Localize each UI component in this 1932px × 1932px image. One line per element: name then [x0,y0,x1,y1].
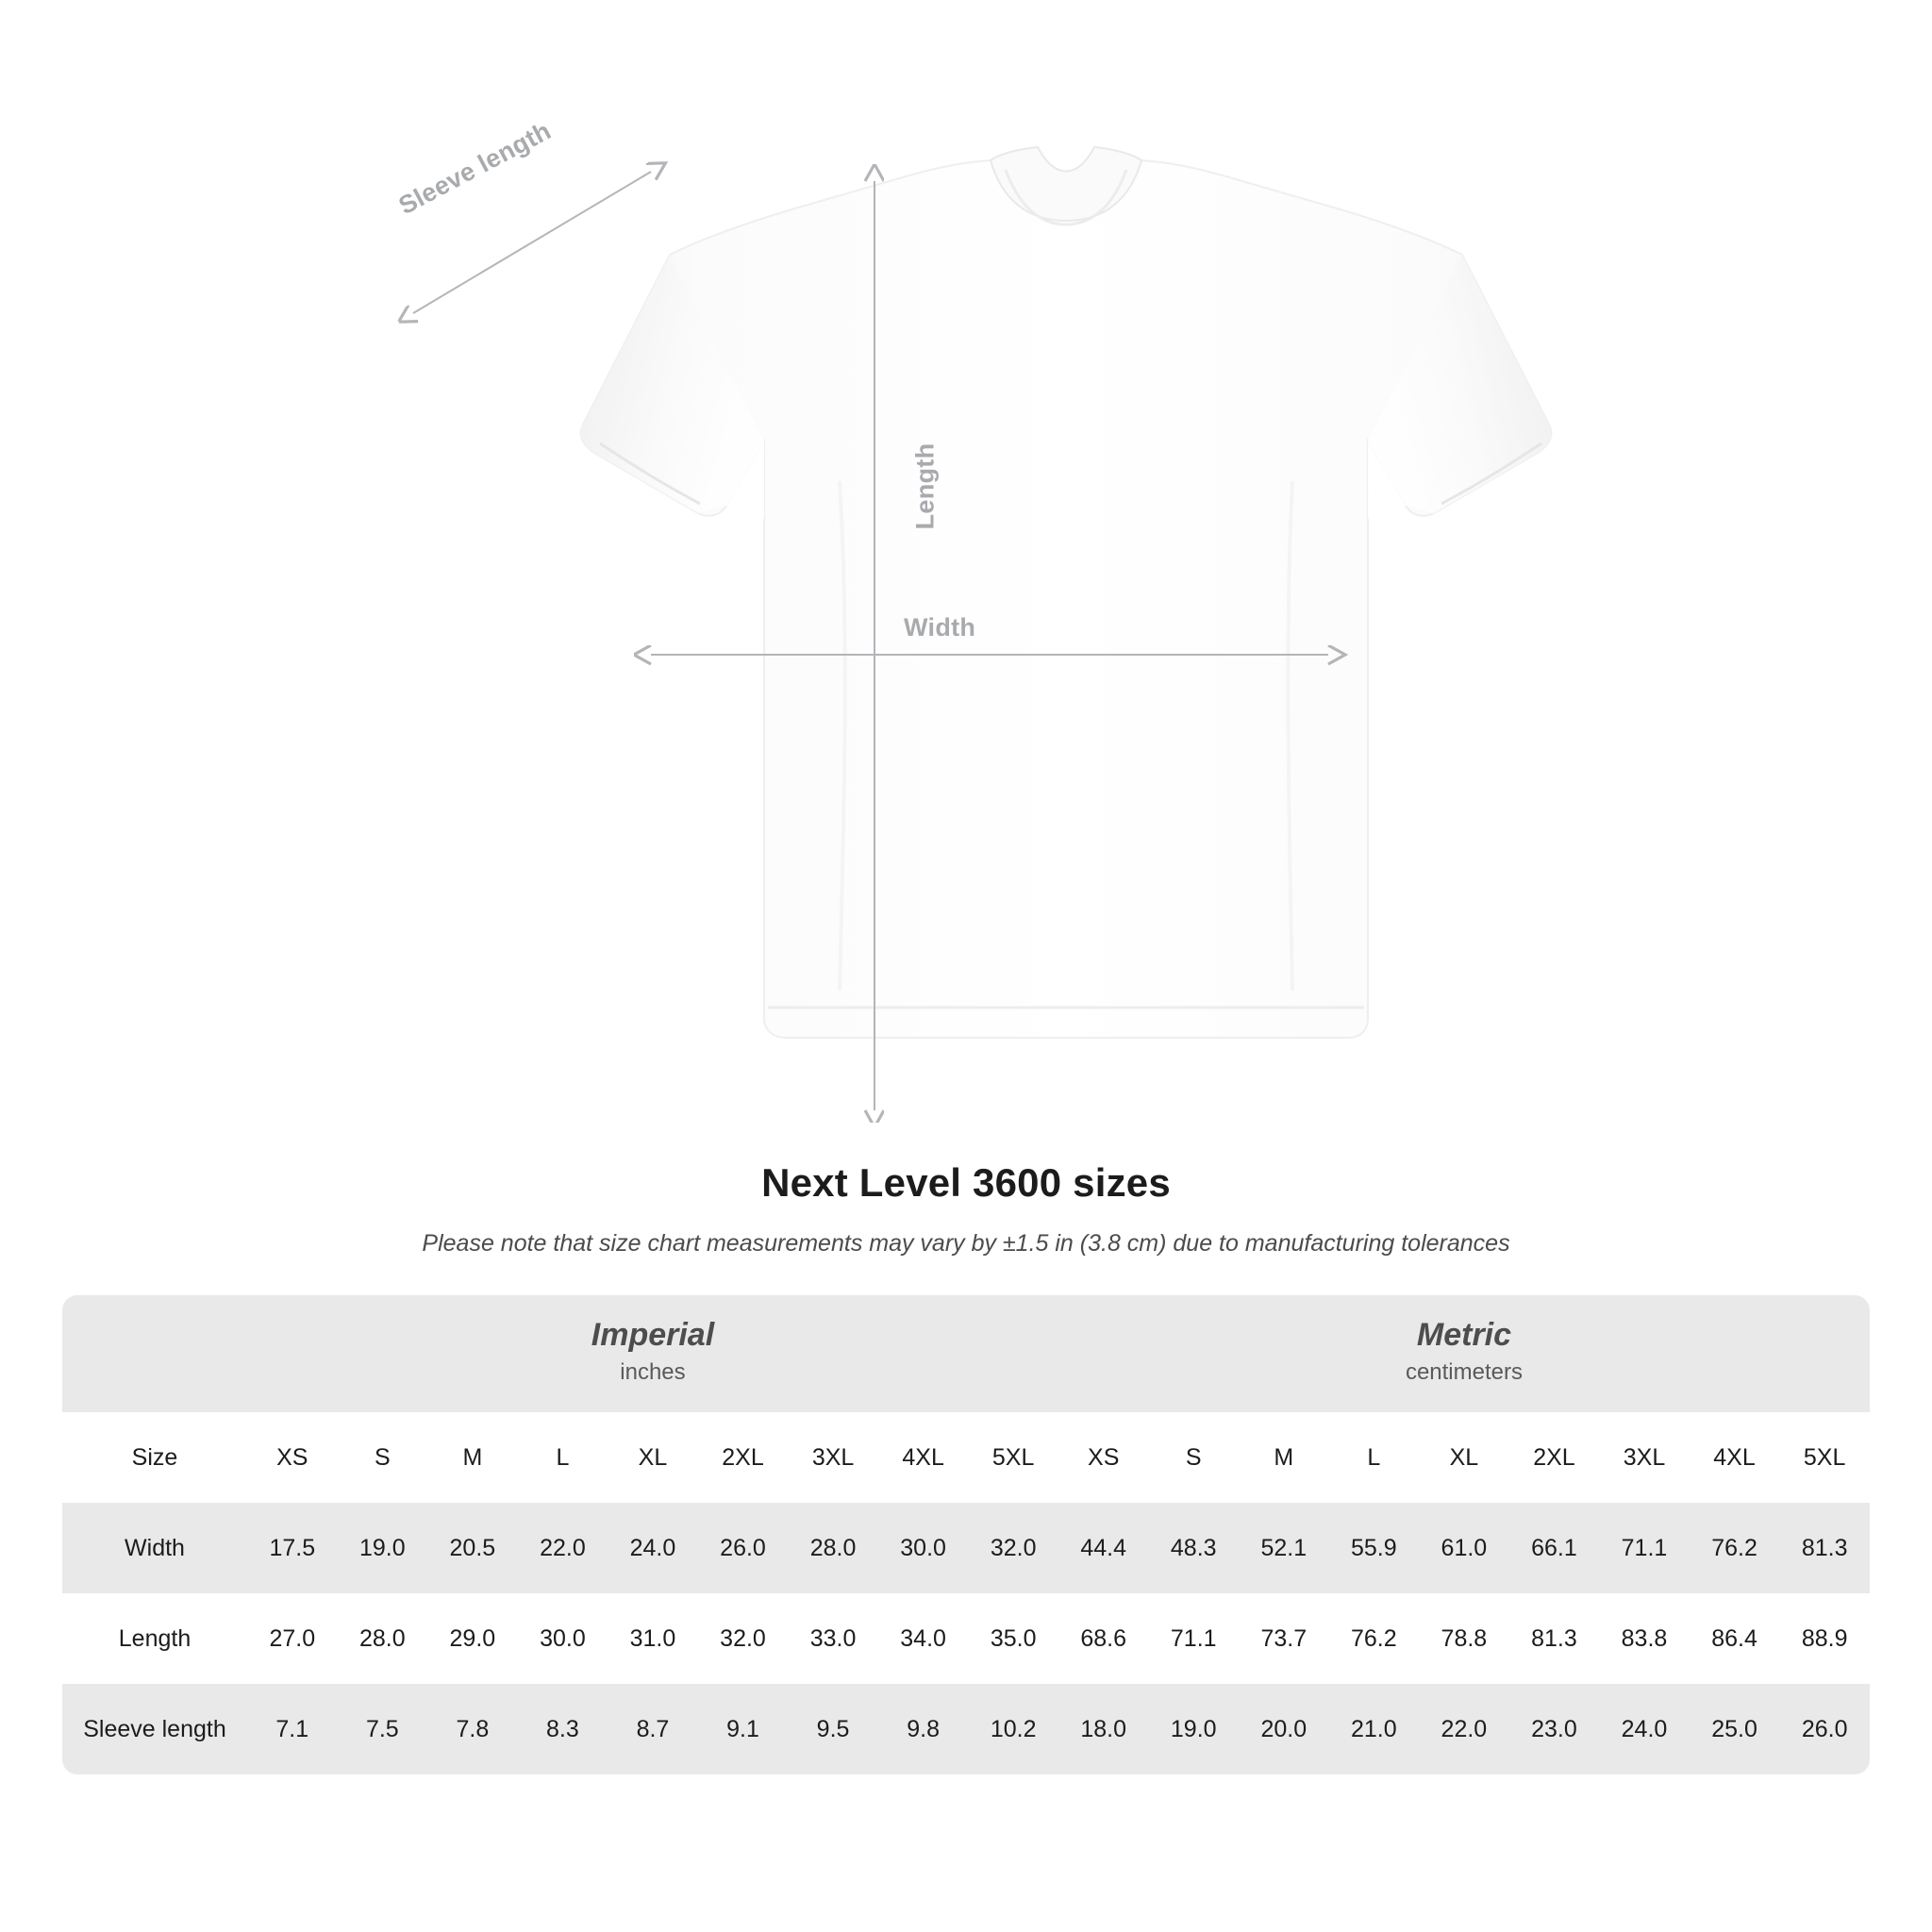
table-cell: 71.1 [1148,1593,1239,1684]
unit-header-spacer [62,1295,247,1412]
table-cell: 17.5 [247,1503,338,1593]
table-cell: 7.8 [427,1684,518,1774]
table-row [62,1593,1870,1684]
table-cell: 71.1 [1599,1503,1690,1593]
table-cell: 32.0 [698,1593,789,1684]
table-cell: 34.0 [878,1593,969,1684]
table-cell: 9.8 [878,1684,969,1774]
size-table [62,1295,1870,1774]
table-cell: 7.1 [247,1684,338,1774]
table-cell: 24.0 [608,1503,698,1593]
size-header-cell: M [427,1412,518,1503]
table-row-size [62,1412,1870,1503]
size-header-cell: 2XL [698,1412,789,1503]
table-cell: 27.0 [247,1593,338,1684]
unit-group-metric-name: Metric [1416,1316,1512,1353]
page-title: Next Level 3600 sizes [761,1160,1171,1205]
table-cell: 22.0 [1419,1684,1509,1774]
size-header-cell: 2XL [1509,1412,1600,1503]
width-label: Width [904,613,976,641]
size-header-cell: 4XL [878,1412,969,1503]
table-cell: 52.1 [1239,1503,1329,1593]
table-cell: 66.1 [1509,1503,1600,1593]
table-cell: 9.5 [788,1684,878,1774]
size-header-cell: L [518,1412,608,1503]
table-cell: 55.9 [1329,1503,1420,1593]
row-header-width: Width [62,1503,247,1593]
size-header-cell: XL [608,1412,698,1503]
table-cell: 20.5 [427,1503,518,1593]
table-cell: 29.0 [427,1593,518,1684]
table-cell: 61.0 [1419,1503,1509,1593]
table-cell: 9.1 [698,1684,789,1774]
table-cell: 28.0 [338,1593,428,1684]
table-cell: 68.6 [1058,1593,1149,1684]
size-header-cell: 5XL [968,1412,1058,1503]
length-label: Length [910,442,940,530]
table-cell: 32.0 [968,1503,1058,1593]
table-cell: 30.0 [518,1593,608,1684]
table-cell: 10.2 [968,1684,1058,1774]
table-cell: 26.0 [1779,1684,1870,1774]
table-cell: 19.0 [338,1503,428,1593]
table-cell: 76.2 [1690,1503,1780,1593]
size-header-cell: 3XL [1599,1412,1690,1503]
size-header-cell: S [1148,1412,1239,1503]
table-cell: 8.3 [518,1684,608,1774]
size-header-cell: S [338,1412,428,1503]
unit-header-row [62,1295,1870,1412]
size-header-cell: XS [1058,1412,1149,1503]
table-row [62,1503,1870,1593]
size-header-cell: 4XL [1690,1412,1780,1503]
table-cell: 81.3 [1509,1593,1600,1684]
table-cell: 19.0 [1148,1684,1239,1774]
row-header-sleeve-length: Sleeve length [62,1684,247,1774]
table-cell: 20.0 [1239,1684,1329,1774]
table-cell: 26.0 [698,1503,789,1593]
table-cell: 81.3 [1779,1503,1870,1593]
size-table-wrapper [62,1295,1870,1774]
size-header-cell: M [1239,1412,1329,1503]
table-cell: 30.0 [878,1503,969,1593]
unit-group-imperial-name: Imperial [591,1316,715,1353]
table-row [62,1684,1870,1774]
table-cell: 8.7 [608,1684,698,1774]
title-block [0,1160,1932,1257]
size-header-cell: 5XL [1779,1412,1870,1503]
table-cell: 23.0 [1509,1684,1600,1774]
table-cell: 25.0 [1690,1684,1780,1774]
table-cell: 21.0 [1329,1684,1420,1774]
unit-group-imperial [247,1295,1058,1412]
size-header-cell: XS [247,1412,338,1503]
size-header-cell: L [1329,1412,1420,1503]
size-header-cell: 3XL [788,1412,878,1503]
table-cell: 31.0 [608,1593,698,1684]
table-cell: 48.3 [1148,1503,1239,1593]
table-cell: 76.2 [1329,1593,1420,1684]
table-cell: 33.0 [788,1593,878,1684]
table-cell: 44.4 [1058,1503,1149,1593]
sleeve-length-label: Sleeve length [393,116,556,221]
table-cell: 24.0 [1599,1684,1690,1774]
unit-group-imperial-unit: inches [620,1358,686,1385]
table-cell: 7.5 [338,1684,428,1774]
size-header-cell: XL [1419,1412,1509,1503]
tolerance-note: Please note that size chart measurements may vary by ±1.5 in (3.8 cm) due to manufacturing tolerances [422,1230,1510,1257]
table-cell: 73.7 [1239,1593,1329,1684]
unit-group-metric [1058,1295,1870,1412]
table-cell: 86.4 [1690,1593,1780,1684]
row-header-length: Length [62,1593,247,1684]
row-header-size: Size [62,1412,247,1503]
table-cell: 22.0 [518,1503,608,1593]
unit-group-metric-unit: centimeters [1405,1358,1523,1385]
table-cell: 88.9 [1779,1593,1870,1684]
table-cell: 35.0 [968,1593,1058,1684]
table-cell: 28.0 [788,1503,878,1593]
table-cell: 18.0 [1058,1684,1149,1774]
table-cell: 83.8 [1599,1593,1690,1684]
table-cell: 78.8 [1419,1593,1509,1684]
